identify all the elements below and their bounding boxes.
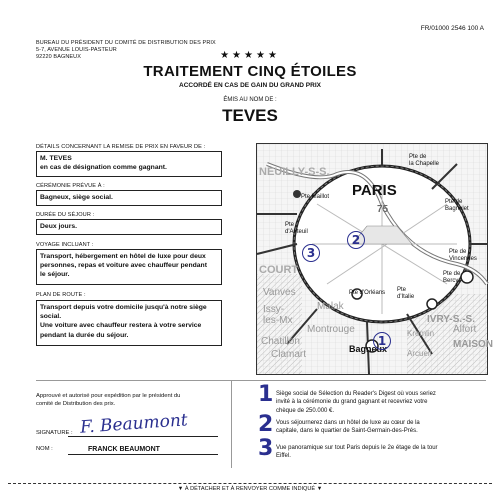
map-label-orleans: Pte d'Orléans bbox=[349, 290, 386, 296]
map-label-auteuil: Pte d'Auteuil bbox=[285, 222, 308, 235]
map-label-75: 75 bbox=[377, 204, 389, 215]
five-stars: ★★★★★ bbox=[220, 50, 280, 61]
step-line: Vous séjournerez dans un hôtel de luxe au cœur de la bbox=[276, 420, 420, 426]
map-label-ivry: IVRY-S.-S. bbox=[427, 314, 475, 325]
step-line: invité à la cérémonie du grand gagnant et recevriez votre bbox=[276, 399, 428, 406]
map-label-chatillon: Chatillon bbox=[261, 336, 300, 347]
ceremony-field bbox=[36, 190, 222, 206]
route-field bbox=[36, 300, 222, 346]
paris-map bbox=[256, 143, 493, 375]
map-label-malakoff: Malak bbox=[317, 301, 344, 312]
step-line: chèque de 250.000 €. bbox=[276, 407, 335, 414]
step-1-text bbox=[276, 390, 476, 415]
details-field bbox=[36, 151, 222, 177]
approval-text bbox=[36, 392, 226, 408]
map-label-alfort: Alfort bbox=[453, 324, 477, 335]
approval-line: comité de Distribution des prix. bbox=[36, 401, 116, 407]
route-line: social. bbox=[40, 313, 62, 321]
map-label-italie: Pte d'Italie bbox=[397, 287, 415, 300]
issued-to-name: TEVES bbox=[222, 106, 278, 125]
trip-line: le séjour. bbox=[40, 271, 70, 279]
nom-value: FRANCK BEAUMONT bbox=[88, 446, 160, 453]
marker-2-number: 2 bbox=[351, 233, 361, 247]
map-label-maillot: Pte Maillot bbox=[301, 194, 330, 200]
nom-line bbox=[68, 454, 218, 455]
map-label-montrouge: Montrouge bbox=[307, 324, 355, 335]
marker-1-number: 1 bbox=[377, 334, 387, 348]
address-line: 92220 BAGNEUX bbox=[36, 54, 82, 60]
step-line: capitale, dans le quartier de Saint-Germain-des-Prés. bbox=[276, 428, 418, 435]
step-3-text bbox=[276, 444, 476, 461]
map-label-bagnolet: Pte de Bagnolet bbox=[445, 199, 469, 212]
marker-2 bbox=[347, 231, 365, 249]
map-label-clamart: Clamart bbox=[271, 349, 307, 360]
map-label-vanves: Vanves bbox=[263, 287, 296, 298]
signature-image: F. Beaumont bbox=[79, 410, 189, 438]
cut-line bbox=[8, 483, 492, 484]
map-label-issy: Issy- les-Mx bbox=[263, 304, 293, 326]
trip-label: VOYAGE INCLUANT : bbox=[36, 242, 94, 248]
divider-vertical bbox=[231, 380, 232, 468]
details-line: M. TEVES bbox=[40, 155, 72, 162]
step-2-number: 2 bbox=[258, 412, 274, 437]
step-line: Vue panoramique sur tout Paris depuis le 2e étage de la tour bbox=[276, 445, 438, 451]
map-label-maisons: MAISON bbox=[453, 339, 493, 350]
route-line: Transport depuis votre domicile jusqu'à notre siège bbox=[40, 304, 207, 311]
step-line: Eiffel. bbox=[276, 453, 291, 460]
marker-3-number: 3 bbox=[306, 246, 316, 260]
marker-3 bbox=[302, 244, 320, 262]
document-title: TRAITEMENT CINQ ÉTOILES bbox=[143, 63, 357, 80]
step-line: Siège social de Sélection du Reader's Digest où vous seriez bbox=[276, 391, 436, 397]
address-line: BUREAU DU PRÉSIDENT DU COMITÉ DE DISTRIBUTION DES PRIX bbox=[36, 40, 216, 46]
nom-label: NOM : bbox=[36, 446, 53, 452]
map-label-neuilly: NEUILLY-S-S. bbox=[259, 166, 330, 178]
marker-1 bbox=[373, 332, 391, 350]
address-line: 5-7, AVENUE LOUIS-PASTEUR bbox=[36, 47, 117, 53]
map-label-arcueil: Arcueil bbox=[407, 349, 432, 358]
route-label: PLAN DE ROUTE : bbox=[36, 292, 86, 298]
detach-instruction: ▼ À DÉTACHER ET À RENVOYER COMME INDIQUÉ ▼ bbox=[177, 486, 323, 492]
route-line: pendant la durée du séjour. bbox=[40, 331, 129, 339]
issued-to-label: ÉMIS AU NOM DE : bbox=[223, 97, 277, 103]
map-label-chapelle: Pte de la Chapelle bbox=[409, 154, 440, 167]
reference-code: FR/01000 2546 100 A bbox=[420, 25, 484, 32]
map-label-bercy: Pte de Bercy bbox=[443, 271, 461, 284]
step-3-number: 3 bbox=[258, 436, 274, 461]
step-2-text bbox=[276, 419, 476, 436]
map-label-kremlin: Kremlin bbox=[407, 329, 435, 338]
document-subtitle: ACCORDÉ EN CAS DE GAIN DU GRAND PRIX bbox=[179, 82, 321, 89]
trip-field bbox=[36, 249, 222, 285]
approval-line: Approuvé et autorisé pour expédition par le président du bbox=[36, 393, 181, 399]
details-label: DÉTAILS CONCERNANT LA REMISE DE PRIX EN FAVEUR DE : bbox=[36, 144, 206, 150]
duration-label: DURÉE DU SÉJOUR : bbox=[36, 212, 95, 218]
route-line: Une voiture avec chauffeur restera à votre service bbox=[40, 322, 202, 330]
ceremony-label: CÉRÉMONIE PRÉVUE À : bbox=[36, 183, 105, 189]
map-label-paris: PARIS bbox=[352, 182, 397, 199]
map-label-vincennes: Pte de Vincennes bbox=[449, 249, 477, 262]
details-line: en cas de désignation comme gagnant. bbox=[40, 164, 167, 172]
trip-line: Transport, hébergement en hôtel de luxe pour deux bbox=[40, 253, 206, 260]
ceremony-value: Bagneux, siège social. bbox=[40, 194, 113, 201]
map-label-bagneux: Bagneux bbox=[349, 344, 388, 354]
duration-value: Deux jours. bbox=[40, 223, 78, 230]
signature-label: SIGNATURE : bbox=[36, 430, 73, 436]
duration-field bbox=[36, 219, 222, 235]
divider bbox=[36, 380, 486, 381]
step-1-number: 1 bbox=[258, 382, 274, 407]
map-label-court: COURT bbox=[259, 264, 299, 276]
trip-line: personnes, repas et voiture avec chauffeur pendant bbox=[40, 262, 207, 270]
